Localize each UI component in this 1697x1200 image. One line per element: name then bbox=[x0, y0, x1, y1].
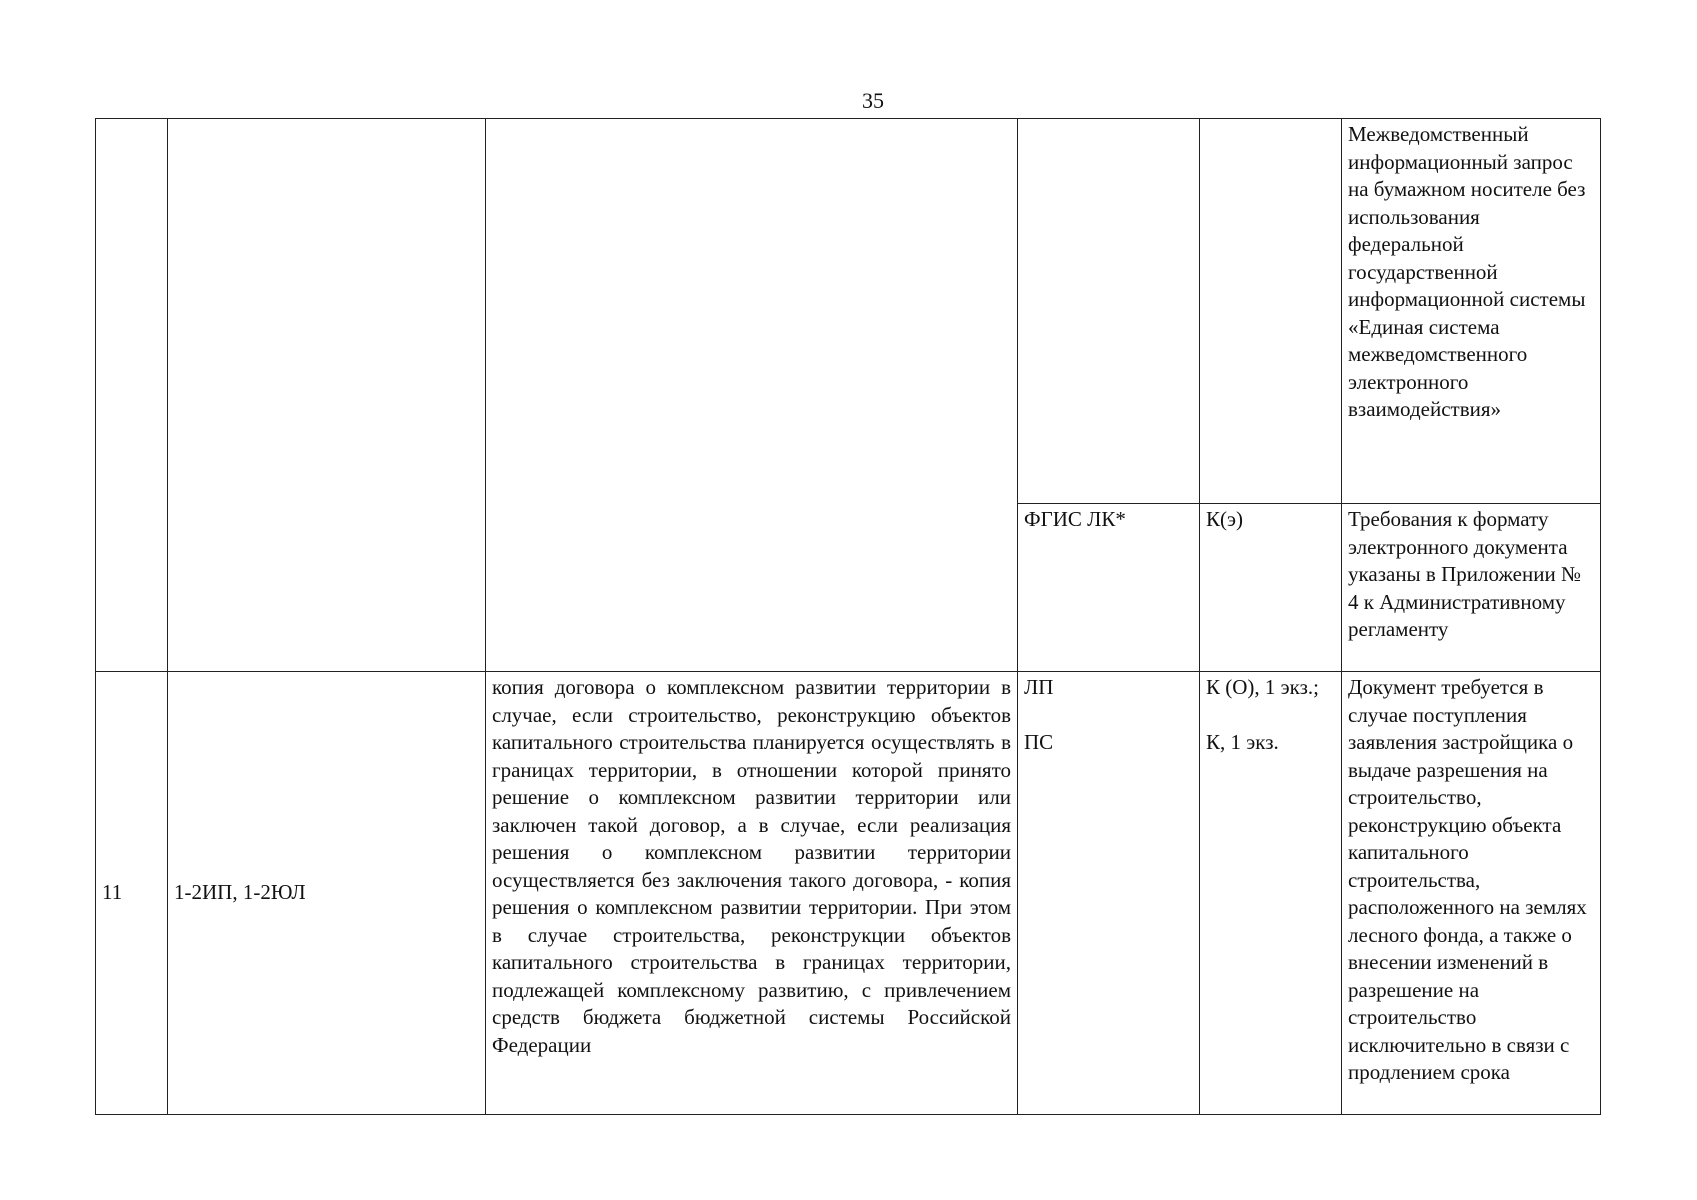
document-description-cell: копия договора о комплексном развитии территории в случае, если строительство, реконструкцию объектов капитального строительства планируется осуществлять в границах территории, в отношении которой принято решение о комплексном развитии территории или заключен такой договор, а в случае, если реализация решения о комплексном развитии территории осуществляется без заключения такого договора, - копия решения о комплексном развитии территории. При этом в случае строительства, реконструкции объектов капитального строительства в границах территории, подлежащей комплексному развитию, с привлечением средств бюджета бюджетной системы Российской Федерации bbox=[486, 672, 1018, 1115]
document-codes-cell: 1-2ИП, 1-2ЮЛ bbox=[168, 672, 486, 1115]
source-cell: ФГИС ЛК* bbox=[1018, 504, 1200, 672]
row-number-cell bbox=[96, 119, 168, 672]
table-row bbox=[96, 672, 1601, 1115]
form-value: К (О), 1 экз.; bbox=[1206, 675, 1319, 699]
note-cell: Требования к формату электронного документа указаны в Приложении № 4 к Административному регламенту bbox=[1342, 504, 1601, 672]
requirements-table bbox=[95, 118, 1601, 1115]
source-value: ПС bbox=[1024, 729, 1054, 754]
source-cell bbox=[1018, 672, 1200, 1115]
form-cell: К(э) bbox=[1200, 504, 1342, 672]
form-cell bbox=[1200, 119, 1342, 504]
source-value: ЛП bbox=[1024, 675, 1054, 699]
page-number: 35 bbox=[862, 88, 884, 113]
form-value: К, 1 экз. bbox=[1206, 729, 1279, 754]
form-cell bbox=[1200, 672, 1342, 1115]
document-description-cell bbox=[486, 119, 1018, 672]
note-cell: Документ требуется в случае поступления заявления застройщика о выдаче разрешения на строительство, реконструкцию объекта капитального строительства, расположенного на землях лесного фонда, а также о внесении изменений в разрешение на строительство исключительно в связи с продлением срока bbox=[1342, 672, 1601, 1115]
source-cell bbox=[1018, 119, 1200, 504]
table-row bbox=[96, 119, 1601, 504]
note-cell: Межведомственный информационный запрос на бумажном носителе без использования федеральной государственной информационной системы «Единая система межведомственного электронного взаимодействия» bbox=[1342, 119, 1601, 504]
row-number-cell: 11 bbox=[96, 672, 168, 1115]
document-codes-cell bbox=[168, 119, 486, 672]
